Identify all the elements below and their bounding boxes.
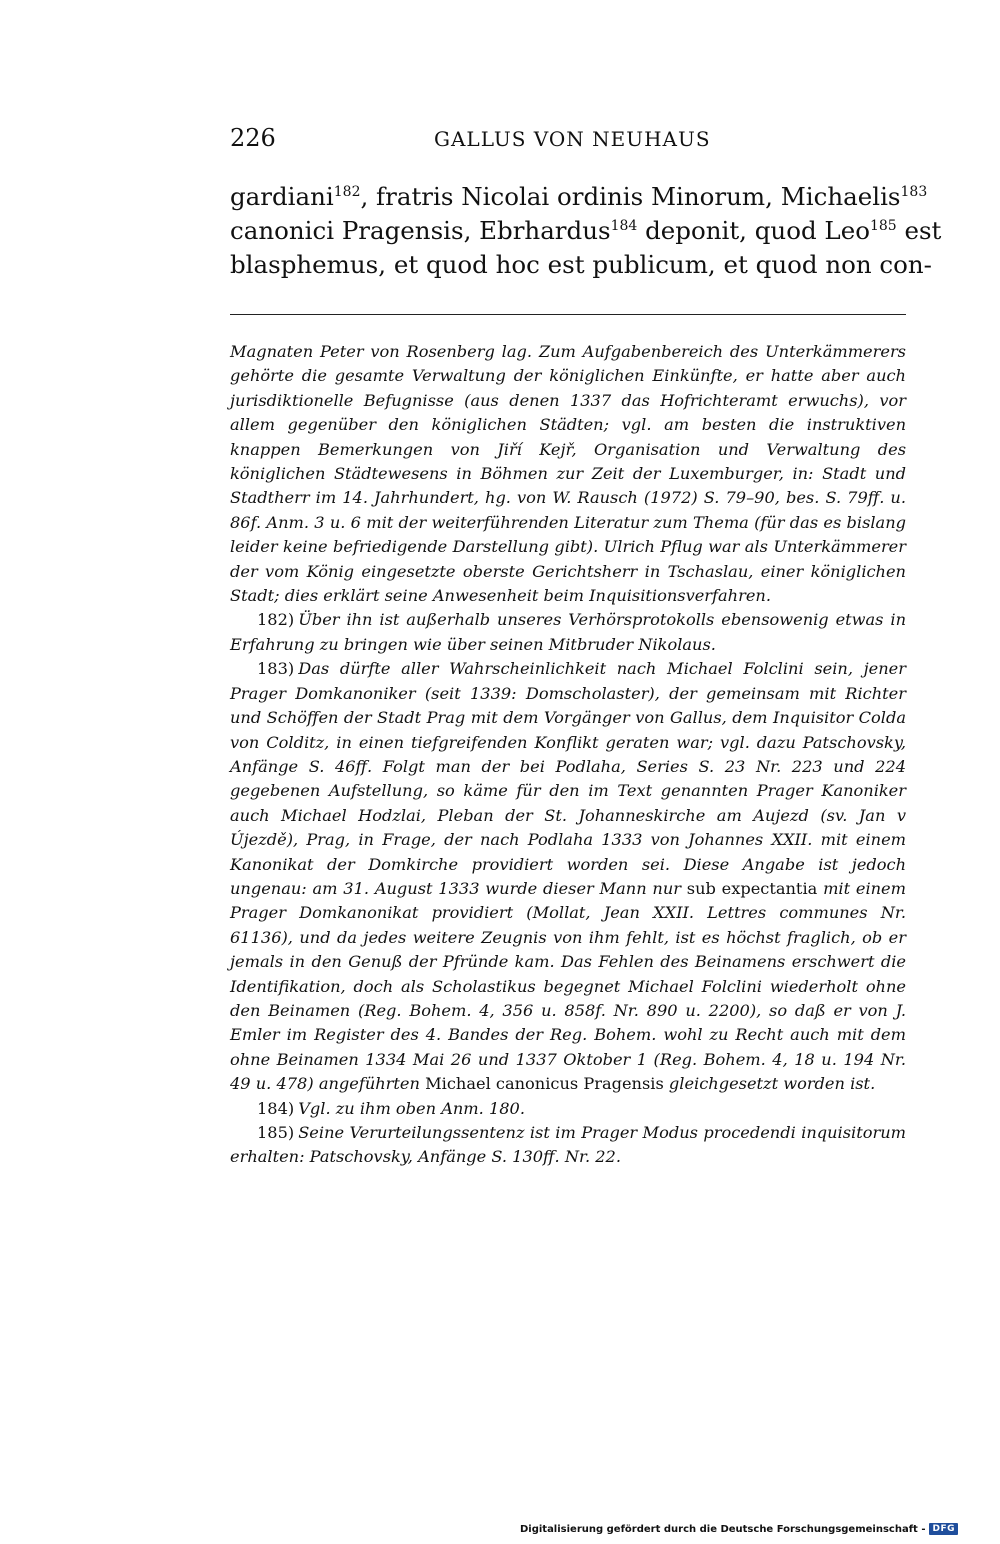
footnote-ref: 185 — [869, 218, 897, 234]
footnotes — [230, 340, 906, 1170]
footnote-183 — [230, 657, 906, 1096]
footnote-number: 182) — [257, 610, 295, 630]
footnote-number: 183) — [257, 659, 295, 679]
page-number: 226 — [230, 124, 276, 152]
footnote-number: 185) — [257, 1123, 295, 1142]
credit-text: Digitalisierung gefördert durch die Deutsche Forschungsgemeinschaft - — [519, 1523, 926, 1535]
digitization-credit — [520, 1523, 958, 1535]
footnote-ref: 183 — [900, 184, 928, 200]
footnote-number: 184) — [257, 1098, 295, 1118]
footnote-text: Über ihn ist außerhalb unseres Verhörsprotokolls ebensowenig etwas in Erfahrung zu bringen wie über seinen Mitbruder Nikolaus. — [230, 610, 906, 654]
footnote-text: Vgl. zu ihm oben Anm. 180. — [298, 1098, 525, 1118]
footnote-text: Das dürfte aller Wahrscheinlichkeit nach Michael Folclini sein, jener Prager Domkanoniker (seit 1339: Domscholaster), der gemeinsam mit Richter und Schöffen der Stadt Prag mit dem Vorgänger von Gallus, dem Inquisitor Colda von Colditz, in einen tiefgreifenden Konflikt geraten war; vgl. dazu Patschovsky, Anfänge S. 46ff. Folgt man der bei Podlaha, Series S. 23 Nr. 223 und 224 gegebenen Aufstellung, so käme für den im Text genannten Prager Kanoniker auch Michael Hodzlai, Pleban der St. Johanneskirche am Aujezd (sv. Jan v Újezdě), Prag, in Frage, der nach Podlaha 1333 von Johannes XXII. mit einem Kanonikat der Domkirche providiert worden sei. Diese Angabe ist jedoch ungenau: am 31. August 1333 wurde dieser Mann nur — [230, 659, 906, 898]
main-text-line-1 — [230, 180, 928, 214]
footnote-text: mit einem Prager Domkanonikat providiert (Mollat, Jean XXII. Lettres communes Nr. 61136), und da jedes weitere Zeugnis von ihm fehlt, ist es höchst fraglich, ob er jemals in den Genuß der Pfründe kam. Das Fehlen des Beinamens erschwert die Identifikation, doch als Scholastikus begegnet Michael Folclini wiederholt ohne den Beinamen (Reg. Bohem. 4, 356 u. 858f. Nr. 890 u. 2200), so daß er von J. Emler im Register des 4. Bandes der Reg. Bohem. wohl zu Recht auch mit dem ohne Beinamen 1334 Mai 26 und 1337 Oktober 1 (Reg. Bohem. 4, 18 u. 194 Nr. 49 u. 478) angeführten — [230, 878, 906, 1094]
main-text — [230, 180, 942, 282]
footnote-text: Seine Verurteilungssentenz ist im Prager Modus procedendi inquisitorum erhalten: Patschovsky, Anfänge S. 130ff. Nr. 22. — [230, 1123, 906, 1167]
running-head: GALLUS VON NEUHAUS — [434, 127, 711, 151]
main-text-line-3-content: blasphemus, et quod hoc est publicum, et quod non con- — [230, 250, 932, 279]
main-text-line-2-content — [230, 214, 941, 248]
main-text-line-3 — [230, 248, 932, 282]
footnote-roman-text: Michael canonicus Pragensis — [425, 1074, 664, 1094]
footnote-roman-text: sub expectantia — [686, 878, 818, 898]
footnote-185 — [230, 1121, 906, 1170]
text-segment: est — [896, 216, 942, 245]
text-segment: canonici Pragensis, Ebrhardus — [230, 216, 611, 245]
text-segment: , fratris Nicolai ordinis Minorum, Michaelis — [360, 182, 901, 211]
footnote-ref: 182 — [333, 184, 361, 200]
footnote-text: gleichgesetzt worden ist. — [668, 1074, 876, 1094]
main-text-line-2 — [230, 214, 942, 248]
footnote-181-continuation: Magnaten Peter von Rosenberg lag. Zum Aufgabenbereich des Unterkämmerers gehörte die gesamte Verwaltung der königlichen Einkünfte, er hatte aber auch jurisdiktionelle Befugnisse (aus denen 1337 das Hofrichteramt erwuchs), vor allem gegenüber den königlichen Städten; vgl. am besten die instruktiven knappen Bemerkungen von Jiří Kejř, Organisation und Verwaltung des königlichen Städtewesens in Böhmen zur Zeit der Luxemburger, in: Stadt und Stadtherr im 14. Jahrhundert, hg. von W. Rausch (1972) S. 79–90, bes. S. 79ff. u. 86f. Anm. 3 u. 6 mit der weiterführenden Literatur zum Thema (für das es bislang leider keine befriedigende Darstellung gibt). Ulrich Pflug war als Unterkämmerer der vom König eingesetzte oberste Gerichtsherr in Tschaslau, einer königlichen Stadt; dies erklärt seine Anwesenheit beim Inquisitionsverfahren. — [230, 342, 906, 606]
text-segment: gardiani — [230, 182, 334, 211]
text-segment: deponit, quod Leo — [637, 216, 870, 245]
footnote-rule — [230, 314, 906, 315]
main-text-line-1-content — [230, 180, 927, 214]
footnote-ref: 184 — [610, 218, 638, 234]
footnote-184 — [230, 1097, 906, 1121]
footnote-182 — [230, 608, 906, 657]
dfg-logo-icon: DFG — [929, 1523, 958, 1535]
